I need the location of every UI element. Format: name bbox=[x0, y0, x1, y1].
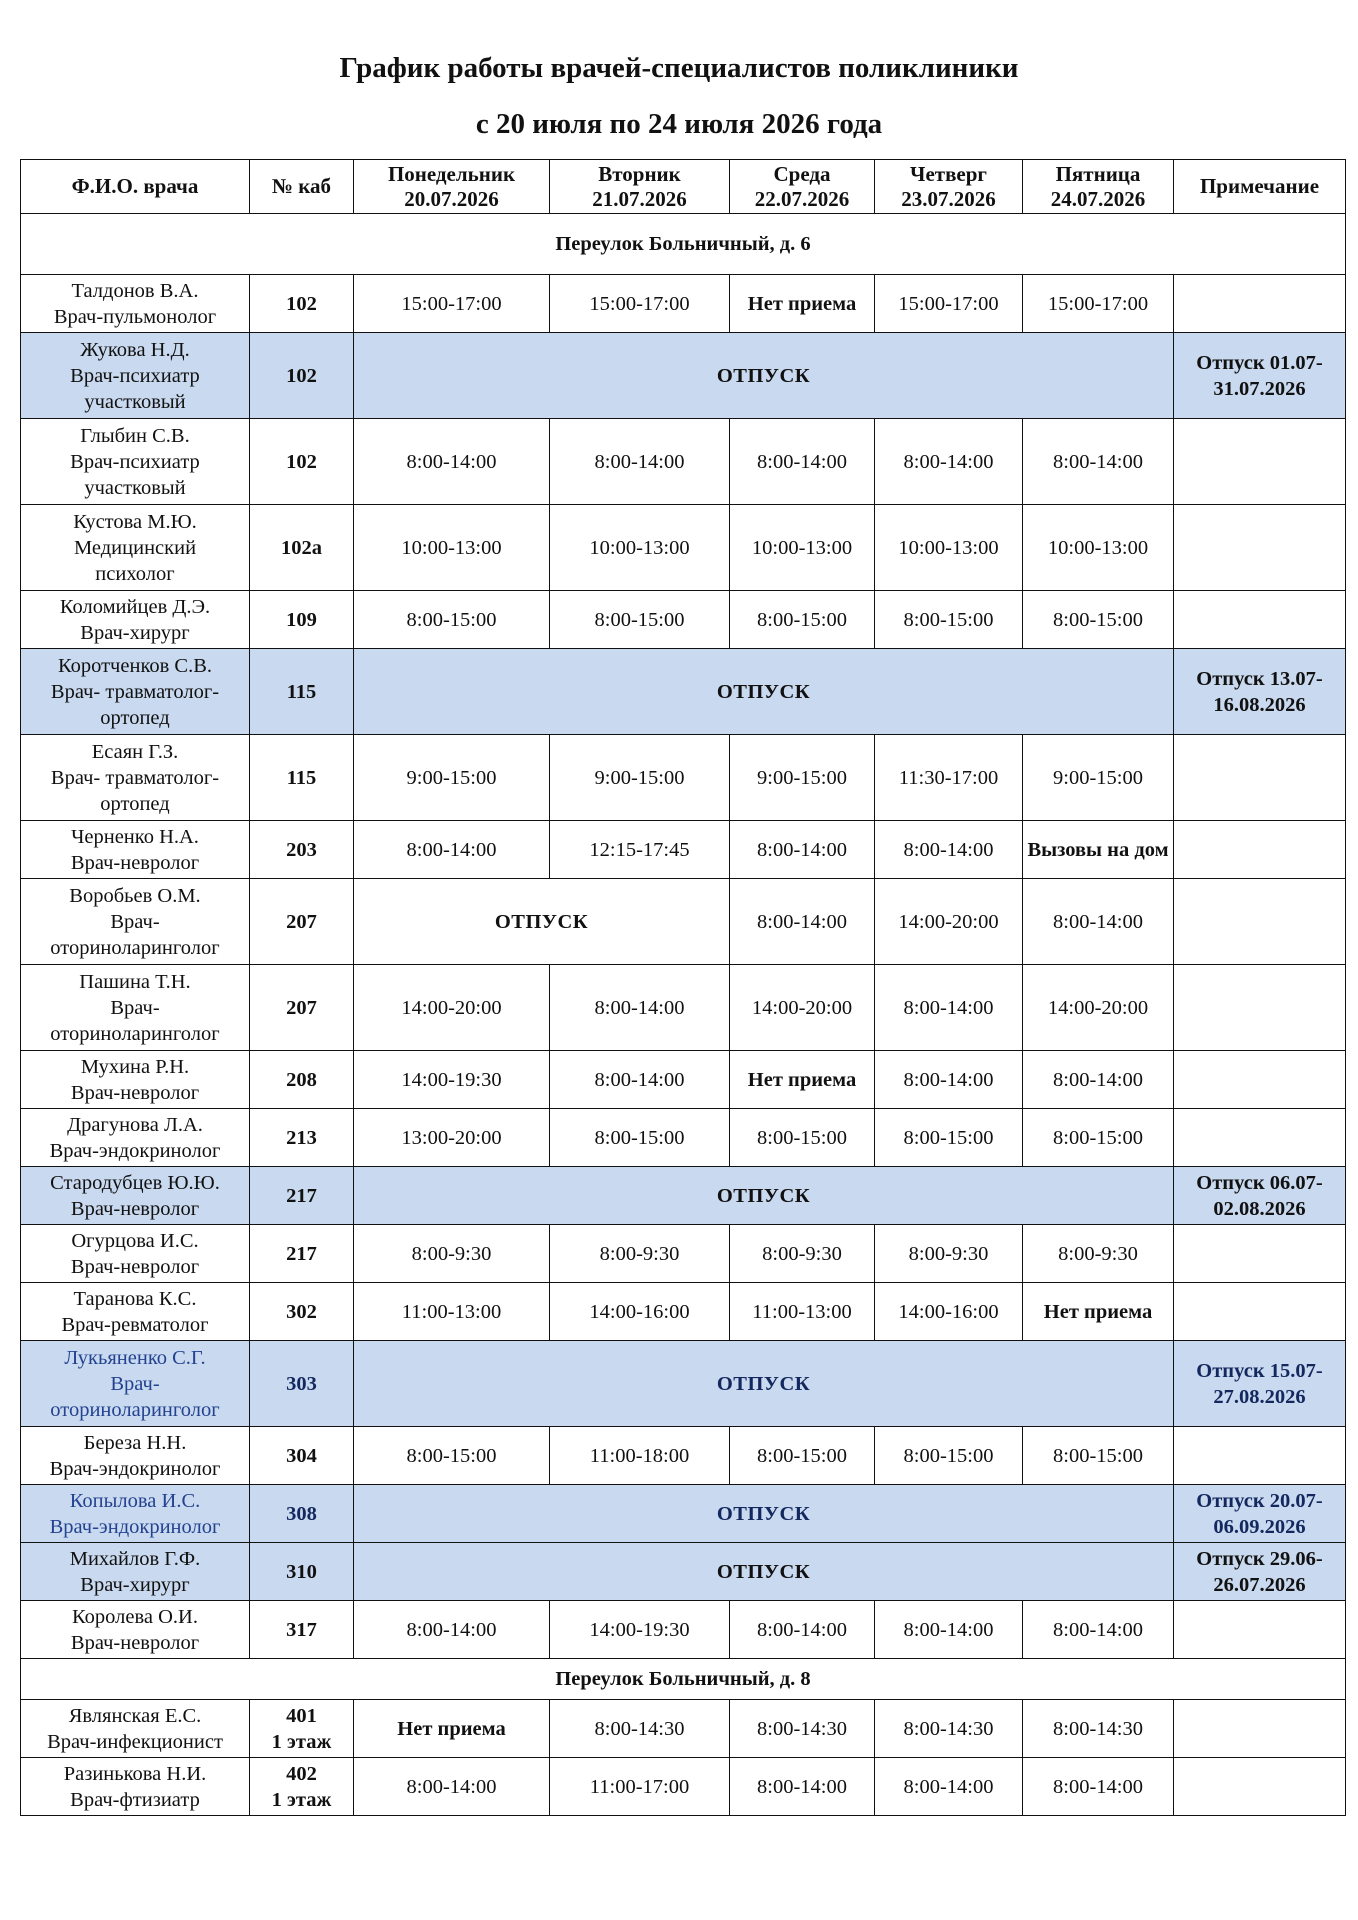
schedule-cell: 14:00-20:00 bbox=[354, 965, 550, 1051]
table-row bbox=[21, 735, 1346, 821]
doctor-name: Михайлов Г.Ф. Врач-хирург bbox=[21, 1543, 250, 1601]
vacation-label: ОТПУСК bbox=[354, 1167, 1174, 1225]
day-name: Четверг bbox=[910, 161, 987, 186]
schedule-cell: 8:00-14:00 bbox=[354, 419, 550, 505]
doctor-name: Являнская Е.С. Врач-инфекционист bbox=[21, 1700, 250, 1758]
room-number: 303 bbox=[250, 1341, 354, 1427]
schedule-cell: 8:00-15:00 bbox=[730, 1427, 875, 1485]
vacation-label: ОТПУСК bbox=[354, 879, 730, 965]
table-row bbox=[21, 821, 1346, 879]
col-day-header-1 bbox=[550, 160, 730, 214]
schedule-cell: 8:00-14:00 bbox=[875, 419, 1023, 505]
schedule-cell: 8:00-15:00 bbox=[550, 591, 730, 649]
schedule-cell: 8:00-14:00 bbox=[354, 821, 550, 879]
schedule-cell: 15:00-17:00 bbox=[875, 275, 1023, 333]
room-number: 102а bbox=[250, 505, 354, 591]
room-number: 213 bbox=[250, 1109, 354, 1167]
schedule-cell: 11:00-13:00 bbox=[730, 1283, 875, 1341]
section-title: Переулок Больничный, д. 8 bbox=[21, 1659, 1346, 1700]
note-cell: Отпуск 01.07-31.07.2026 bbox=[1174, 333, 1346, 419]
doctor-name: Жукова Н.Д. Врач-психиатр участковый bbox=[21, 333, 250, 419]
schedule-cell: 8:00-14:00 bbox=[730, 821, 875, 879]
schedule-cell: 8:00-14:00 bbox=[1023, 1051, 1174, 1109]
doctor-name: Таранова К.С. Врач-ревматолог bbox=[21, 1283, 250, 1341]
table-row bbox=[21, 965, 1346, 1051]
schedule-cell: 11:00-13:00 bbox=[354, 1283, 550, 1341]
table-row bbox=[21, 505, 1346, 591]
table-row bbox=[21, 649, 1346, 735]
note-cell bbox=[1174, 1700, 1346, 1758]
schedule-cell: 8:00-14:30 bbox=[875, 1700, 1023, 1758]
room-number: 109 bbox=[250, 591, 354, 649]
vacation-label: ОТПУСК bbox=[354, 1485, 1174, 1543]
schedule-cell: 9:00-15:00 bbox=[1023, 735, 1174, 821]
schedule-cell: 8:00-15:00 bbox=[1023, 591, 1174, 649]
schedule-cell: 8:00-9:30 bbox=[550, 1225, 730, 1283]
day-name: Пятница bbox=[1055, 161, 1141, 186]
schedule-cell: 8:00-14:00 bbox=[730, 879, 875, 965]
col-day-header-0 bbox=[354, 160, 550, 214]
vacation-label: ОТПУСК bbox=[354, 1543, 1174, 1601]
schedule-cell: 8:00-9:30 bbox=[730, 1225, 875, 1283]
doctor-name: Талдонов В.А. Врач-пульмонолог bbox=[21, 275, 250, 333]
doctor-name: Лукьяненко С.Г. Врач- оториноларинголог bbox=[21, 1341, 250, 1427]
schedule-cell: 14:00-20:00 bbox=[1023, 965, 1174, 1051]
doctor-name: Стародубцев Ю.Ю. Врач-невролог bbox=[21, 1167, 250, 1225]
table-row bbox=[21, 333, 1346, 419]
note-cell bbox=[1174, 735, 1346, 821]
schedule-cell: 8:00-14:00 bbox=[1023, 419, 1174, 505]
section-title: Переулок Больничный, д. 6 bbox=[21, 214, 1346, 275]
schedule-cell: 12:15-17:45 bbox=[550, 821, 730, 879]
schedule-cell: 8:00-14:00 bbox=[730, 1601, 875, 1659]
note-cell bbox=[1174, 505, 1346, 591]
schedule-cell: 8:00-15:00 bbox=[1023, 1427, 1174, 1485]
schedule-cell: 8:00-14:30 bbox=[1023, 1700, 1174, 1758]
schedule-cell: 8:00-15:00 bbox=[354, 1427, 550, 1485]
doctor-name: Королева О.И. Врач-невролог bbox=[21, 1601, 250, 1659]
schedule-cell: 8:00-15:00 bbox=[1023, 1109, 1174, 1167]
schedule-cell: 8:00-9:30 bbox=[354, 1225, 550, 1283]
section-row bbox=[21, 214, 1346, 275]
schedule-cell: 8:00-14:00 bbox=[875, 1051, 1023, 1109]
col-room-header: № каб bbox=[250, 160, 354, 214]
schedule-cell: 14:00-19:30 bbox=[550, 1601, 730, 1659]
schedule-cell: 8:00-15:00 bbox=[875, 1109, 1023, 1167]
vacation-label: ОТПУСК bbox=[354, 1341, 1174, 1427]
doctor-name: Огурцова И.С. Врач-невролог bbox=[21, 1225, 250, 1283]
table-row bbox=[21, 419, 1346, 505]
note-cell bbox=[1174, 1051, 1346, 1109]
table-row bbox=[21, 879, 1346, 965]
schedule-cell: 8:00-9:30 bbox=[875, 1225, 1023, 1283]
room-number: 102 bbox=[250, 275, 354, 333]
table-row bbox=[21, 1485, 1346, 1543]
schedule-cell: 8:00-14:00 bbox=[1023, 1601, 1174, 1659]
schedule-cell: 8:00-14:00 bbox=[550, 419, 730, 505]
schedule-cell: 9:00-15:00 bbox=[550, 735, 730, 821]
note-cell bbox=[1174, 591, 1346, 649]
room-number: 102 bbox=[250, 333, 354, 419]
schedule-cell: 11:00-17:00 bbox=[550, 1758, 730, 1816]
schedule-cell: Нет приема bbox=[730, 275, 875, 333]
note-cell bbox=[1174, 965, 1346, 1051]
note-cell: Отпуск 13.07-16.08.2026 bbox=[1174, 649, 1346, 735]
schedule-cell: 8:00-14:30 bbox=[550, 1700, 730, 1758]
room-number: 402 1 этаж bbox=[250, 1758, 354, 1816]
table-row bbox=[21, 1051, 1346, 1109]
day-date: 23.07.2026 bbox=[901, 186, 996, 211]
room-number: 203 bbox=[250, 821, 354, 879]
schedule-cell: 8:00-14:00 bbox=[730, 1758, 875, 1816]
schedule-cell: 8:00-15:00 bbox=[875, 591, 1023, 649]
schedule-cell: 11:30-17:00 bbox=[875, 735, 1023, 821]
schedule-table bbox=[20, 159, 1346, 1816]
schedule-cell: 8:00-15:00 bbox=[875, 1427, 1023, 1485]
schedule-cell: 10:00-13:00 bbox=[354, 505, 550, 591]
schedule-cell: 9:00-15:00 bbox=[730, 735, 875, 821]
room-number: 102 bbox=[250, 419, 354, 505]
room-number: 317 bbox=[250, 1601, 354, 1659]
schedule-cell: 14:00-16:00 bbox=[550, 1283, 730, 1341]
table-row bbox=[21, 1543, 1346, 1601]
table-row bbox=[21, 275, 1346, 333]
schedule-cell: 9:00-15:00 bbox=[354, 735, 550, 821]
note-cell: Отпуск 29.06-26.07.2026 bbox=[1174, 1543, 1346, 1601]
schedule-cell: 8:00-14:00 bbox=[550, 1051, 730, 1109]
room-number: 310 bbox=[250, 1543, 354, 1601]
schedule-cell: 15:00-17:00 bbox=[1023, 275, 1174, 333]
doctor-name: Береза Н.Н. Врач-эндокринолог bbox=[21, 1427, 250, 1485]
table-row bbox=[21, 1601, 1346, 1659]
schedule-cell: 8:00-14:00 bbox=[354, 1758, 550, 1816]
schedule-cell: 14:00-20:00 bbox=[730, 965, 875, 1051]
table-row bbox=[21, 591, 1346, 649]
note-cell bbox=[1174, 1225, 1346, 1283]
col-day-header-4 bbox=[1023, 160, 1174, 214]
note-cell bbox=[1174, 419, 1346, 505]
doctor-name: Кустова М.Ю. Медицинский психолог bbox=[21, 505, 250, 591]
table-row bbox=[21, 1341, 1346, 1427]
schedule-cell: 10:00-13:00 bbox=[875, 505, 1023, 591]
schedule-cell: Нет приема bbox=[1023, 1283, 1174, 1341]
schedule-cell: 10:00-13:00 bbox=[730, 505, 875, 591]
doctor-name: Мухина Р.Н. Врач-невролог bbox=[21, 1051, 250, 1109]
note-cell bbox=[1174, 1109, 1346, 1167]
doctor-name: Разинькова Н.И. Врач-фтизиатр bbox=[21, 1758, 250, 1816]
schedule-cell: 14:00-19:30 bbox=[354, 1051, 550, 1109]
schedule-cell: Вызовы на дом bbox=[1023, 821, 1174, 879]
room-number: 308 bbox=[250, 1485, 354, 1543]
room-number: 401 1 этаж bbox=[250, 1700, 354, 1758]
col-name-header: Ф.И.О. врача bbox=[21, 160, 250, 214]
schedule-body bbox=[21, 214, 1346, 1816]
schedule-cell: 14:00-16:00 bbox=[875, 1283, 1023, 1341]
note-cell bbox=[1174, 1283, 1346, 1341]
table-row bbox=[21, 1109, 1346, 1167]
doctor-name: Пашина Т.Н. Врач- оториноларинголог bbox=[21, 965, 250, 1051]
doctor-name: Воробьев О.М. Врач- оториноларинголог bbox=[21, 879, 250, 965]
schedule-cell: 8:00-14:00 bbox=[875, 965, 1023, 1051]
day-date: 24.07.2026 bbox=[1050, 186, 1146, 211]
room-number: 217 bbox=[250, 1225, 354, 1283]
doctor-name: Драгунова Л.А. Врач-эндокринолог bbox=[21, 1109, 250, 1167]
note-cell bbox=[1174, 275, 1346, 333]
doctor-name: Коломийцев Д.Э. Врач-хирург bbox=[21, 591, 250, 649]
note-cell bbox=[1174, 1427, 1346, 1485]
schedule-cell: 8:00-14:00 bbox=[1023, 879, 1174, 965]
table-row bbox=[21, 1700, 1346, 1758]
schedule-cell: Нет приема bbox=[354, 1700, 550, 1758]
schedule-cell: 11:00-18:00 bbox=[550, 1427, 730, 1485]
day-name: Среда bbox=[773, 161, 831, 186]
schedule-cell: 8:00-9:30 bbox=[1023, 1225, 1174, 1283]
doctor-name: Есаян Г.З. Врач- травматолог- ортопед bbox=[21, 735, 250, 821]
note-cell bbox=[1174, 821, 1346, 879]
room-number: 304 bbox=[250, 1427, 354, 1485]
note-cell: Отпуск 20.07-06.09.2026 bbox=[1174, 1485, 1346, 1543]
day-date: 20.07.2026 bbox=[404, 186, 499, 211]
schedule-cell: 8:00-14:00 bbox=[875, 1758, 1023, 1816]
schedule-cell: 8:00-14:00 bbox=[875, 1601, 1023, 1659]
schedule-cell: 8:00-15:00 bbox=[730, 1109, 875, 1167]
schedule-cell: 8:00-14:00 bbox=[550, 965, 730, 1051]
schedule-cell: 10:00-13:00 bbox=[1023, 505, 1174, 591]
table-row bbox=[21, 1758, 1346, 1816]
note-cell bbox=[1174, 879, 1346, 965]
schedule-cell: 8:00-14:00 bbox=[875, 821, 1023, 879]
doctor-name: Копылова И.С. Врач-эндокринолог bbox=[21, 1485, 250, 1543]
room-number: 207 bbox=[250, 879, 354, 965]
schedule-cell: 8:00-14:00 bbox=[1023, 1758, 1174, 1816]
header-row bbox=[21, 160, 1346, 214]
schedule-cell: 8:00-15:00 bbox=[730, 591, 875, 649]
vacation-label: ОТПУСК bbox=[354, 333, 1174, 419]
schedule-cell: 8:00-14:00 bbox=[730, 419, 875, 505]
day-date: 22.07.2026 bbox=[754, 186, 850, 211]
table-row bbox=[21, 1427, 1346, 1485]
table-row bbox=[21, 1283, 1346, 1341]
schedule-cell: 15:00-17:00 bbox=[354, 275, 550, 333]
schedule-cell: 8:00-14:30 bbox=[730, 1700, 875, 1758]
room-number: 208 bbox=[250, 1051, 354, 1109]
page-title: График работы врачей-специалистов поликлиники bbox=[339, 52, 1019, 84]
schedule-cell: 15:00-17:00 bbox=[550, 275, 730, 333]
schedule-cell: 8:00-14:00 bbox=[354, 1601, 550, 1659]
room-number: 115 bbox=[250, 735, 354, 821]
col-note-header: Примечание bbox=[1174, 160, 1346, 214]
page-subtitle: с 20 июля по 24 июля 2026 года bbox=[475, 108, 883, 140]
schedule-cell: 8:00-15:00 bbox=[354, 591, 550, 649]
room-number: 217 bbox=[250, 1167, 354, 1225]
day-date: 21.07.2026 bbox=[592, 186, 687, 211]
vacation-label: ОТПУСК bbox=[354, 649, 1174, 735]
schedule-cell: 8:00-15:00 bbox=[550, 1109, 730, 1167]
section-row bbox=[21, 1659, 1346, 1700]
note-cell: Отпуск 06.07-02.08.2026 bbox=[1174, 1167, 1346, 1225]
note-cell: Отпуск 15.07-27.08.2026 bbox=[1174, 1341, 1346, 1427]
schedule-cell: 14:00-20:00 bbox=[875, 879, 1023, 965]
table-row bbox=[21, 1225, 1346, 1283]
col-day-header-2 bbox=[730, 160, 875, 214]
note-cell bbox=[1174, 1758, 1346, 1816]
schedule-cell: Нет приема bbox=[730, 1051, 875, 1109]
note-cell bbox=[1174, 1601, 1346, 1659]
room-number: 115 bbox=[250, 649, 354, 735]
doctor-name: Глыбин С.В. Врач-психиатр участковый bbox=[21, 419, 250, 505]
schedule-cell: 10:00-13:00 bbox=[550, 505, 730, 591]
room-number: 207 bbox=[250, 965, 354, 1051]
doctor-name: Коротченков С.В. Врач- травматолог- ортопед bbox=[21, 649, 250, 735]
day-name: Понедельник bbox=[387, 161, 516, 186]
room-number: 302 bbox=[250, 1283, 354, 1341]
doctor-name: Черненко Н.А. Врач-невролог bbox=[21, 821, 250, 879]
schedule-cell: 13:00-20:00 bbox=[354, 1109, 550, 1167]
col-day-header-3 bbox=[875, 160, 1023, 214]
day-name: Вторник bbox=[598, 161, 681, 186]
table-row bbox=[21, 1167, 1346, 1225]
